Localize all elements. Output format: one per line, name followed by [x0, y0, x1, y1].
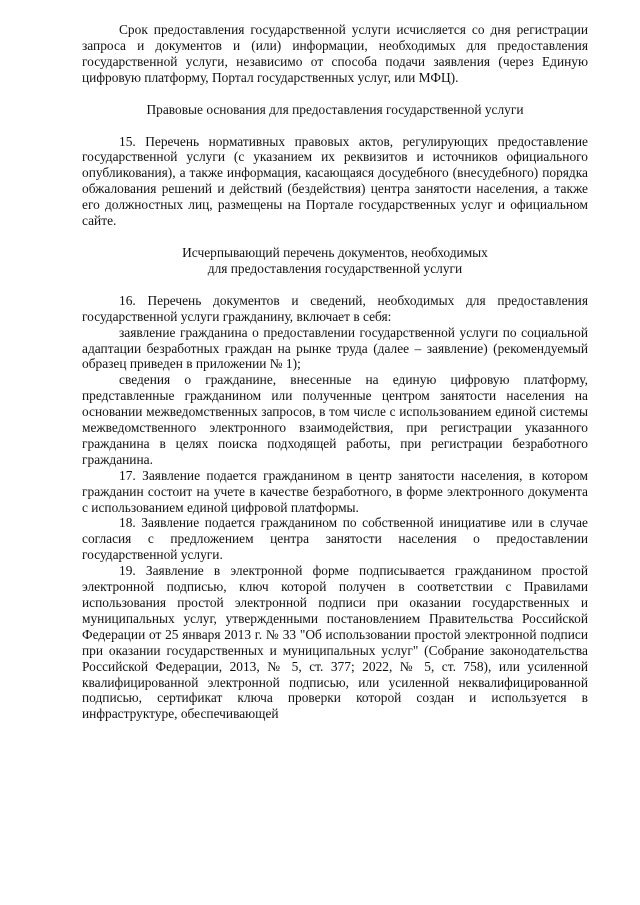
- document-page: [82, 22, 588, 722]
- paragraph-15: 15. Перечень нормативных правовых актов, регулирующих предоставление государственной услуги (с указанием их реквизитов и источников официального опубликования), а также информация, касающаяся досудебного (внесудебного) порядка обжалования решений и действий (бездействия) центра занятости населения, а также его должностных лиц, размещены на Портале государственных услуг и официальном сайте.: [82, 133, 588, 229]
- heading-legal-basis: Правовые основания для предоставления государственной услуги: [146, 101, 524, 117]
- paragraph-16: 16. Перечень документов и сведений, необходимых для предоставления государственной услуги гражданину, включает в себя:: [82, 292, 588, 324]
- paragraph-17: 17. Заявление подается гражданином в центр занятости населения, в котором гражданин состоит на учете в качестве безработного, в форме электронного документа с использованием единой цифровой платформы.: [82, 467, 588, 515]
- paragraph-deadline: Срок предоставления государственной услуги исчисляется со дня регистрации запроса и документов и (или) информации, необходимых для предоставления государственной услуги, независимо от способа подачи заявления (через Единую цифровую платформу, Портал государственных услуг, или МФЦ).: [82, 22, 588, 85]
- paragraph-19: 19. Заявление в электронной форме подписывается гражданином простой электронной подписью, ключ которой получен в соответствии с Правилами использования простой электронной подписи при оказании государственных и муниципальных услуг, утвержденными постановлением Правительства Российской Федерации от 25 января 2013 г. № 33 "Об использовании простой электронной подписи при оказании государственных и муниципальных услуг" (Собрание законодательства Российской Федерации, 2013, № 5, ст. 377; 2022, № 5, ст. 758), или усиленной квалифицированной электронной подписью, или усиленной неквалифицированной подписью, сертификат ключа проверки которой создан и используется в инфраструктуре, обеспечивающей: [82, 563, 588, 722]
- heading-documents-line2: для предоставления государственной услуги: [207, 260, 463, 276]
- paragraph-16-application: заявление гражданина о предоставлении государственной услуги по социальной адаптации безработных граждан на рынке труда (далее – заявление) (рекомендуемый образец приведен в приложении № 1);: [82, 324, 588, 372]
- heading-documents-line1: Исчерпывающий перечень документов, необходимых: [182, 244, 488, 260]
- paragraph-16-citizen-info: сведения о гражданине, внесенные на единую цифровую платформу, представленные гражданином или полученные центром занятости населения на основании межведомственных запросов, в том числе с использованием единой системы межведомственного электронного взаимодействия, при регистрации указанного гражданина в целях поиска подходящей работы, при регистрации безработного гражданина.: [82, 372, 588, 467]
- paragraph-18: 18. Заявление подается гражданином по собственной инициативе или в случае согласия с предложением центра занятости населения о предоставлении государственной услуги.: [82, 515, 588, 563]
